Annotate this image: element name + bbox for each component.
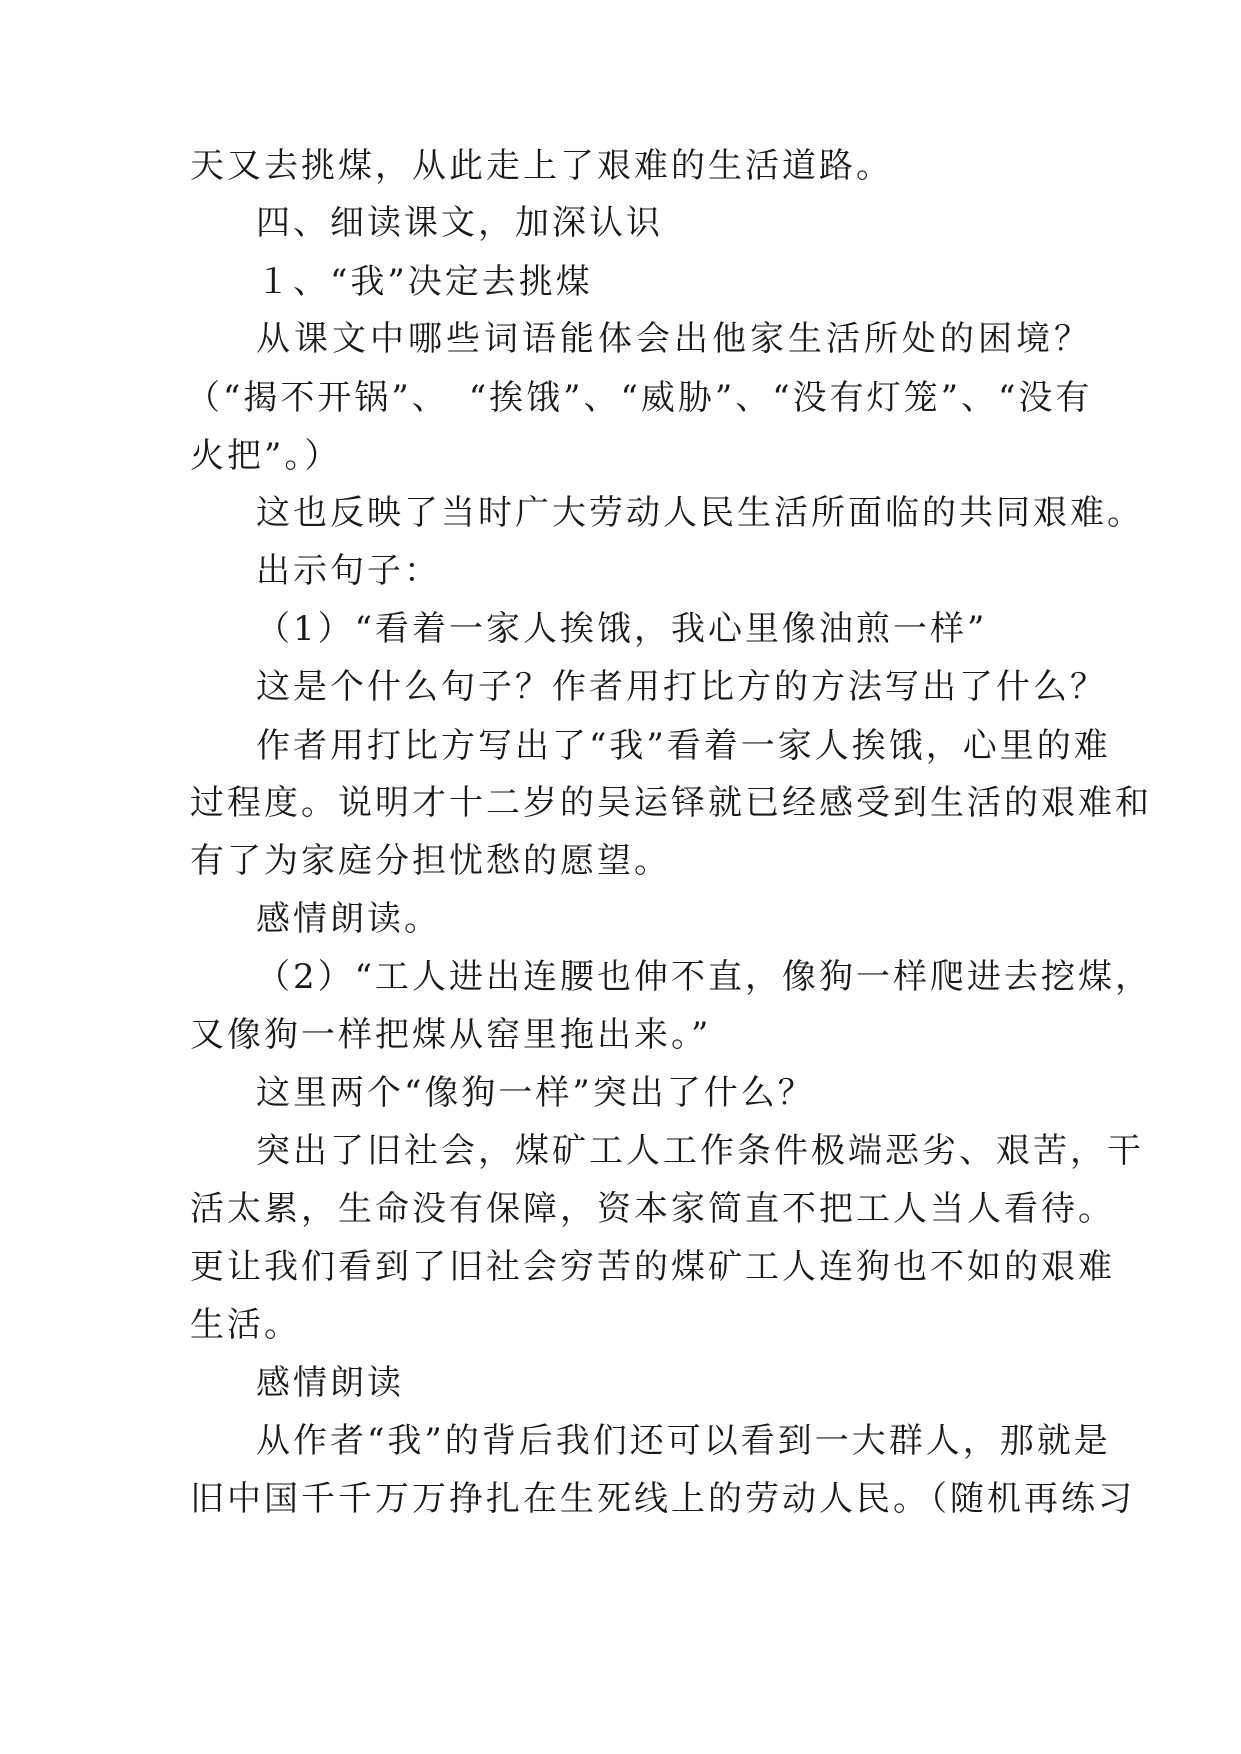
text-line-7: 这也反映了当时广大劳动人民生活所面临的共同艰难。 bbox=[256, 493, 1144, 533]
text-line-5: （“揭不开锅”、 “挨饿”、“威胁”、“没有灯笼”、“没有 bbox=[186, 378, 1093, 418]
text-line-1: 天又去挑煤，从此走上了艰难的生活道路。 bbox=[190, 146, 893, 186]
answer-2-line-2: 活太累，生命没有保障，资本家简直不把工人当人看待。 bbox=[190, 1189, 1115, 1229]
answer-2-line-3: 更让我们看到了旧社会穷苦的煤矿工人连狗也不如的艰难 bbox=[190, 1247, 1115, 1287]
answer-2-line-1: 突出了旧社会，煤矿工人工作条件极端恶劣、艰苦，干 bbox=[256, 1131, 1144, 1171]
reading-note-2: 感情朗读 bbox=[256, 1363, 404, 1403]
example-sentence-1: （1）“看着一家人挨饿，我心里像油煎一样” bbox=[256, 609, 988, 649]
answer-2-line-4: 生活。 bbox=[190, 1305, 301, 1345]
section-heading: 四、细读课文，加深认识 bbox=[256, 203, 663, 243]
answer-1-line-1: 作者用打比方写出了“我”看着一家人挨饿，心里的难 bbox=[256, 726, 1111, 766]
text-line-8: 出示句子： bbox=[256, 551, 441, 591]
example-sentence-2-line-1: （2）“工人进出连腰也伸不直，像狗一样爬进去挖煤， bbox=[256, 957, 1153, 997]
question-2: 这里两个“像狗一样”突出了什么？ bbox=[256, 1073, 815, 1113]
subheading: １、“我”决定去挑煤 bbox=[256, 262, 593, 302]
text-line-6: 火把”。） bbox=[190, 436, 342, 476]
text-line-24: 旧中国千千万万挣扎在生死线上的劳动人民。（随机再练习 bbox=[190, 1479, 1135, 1519]
question-1: 这是个什么句子？作者用打比方的方法写出了什么？ bbox=[256, 667, 1107, 707]
answer-1-line-2: 过程度。说明才十二岁的吴运铎就已经感受到生活的艰难和 bbox=[190, 783, 1152, 823]
answer-1-line-3: 有了为家庭分担忧愁的愿望。 bbox=[190, 841, 671, 881]
text-line-23: 从作者“我”的背后我们还可以看到一大群人，那就是 bbox=[256, 1421, 1111, 1461]
text-line-4: 从课文中哪些词语能体会出他家生活所处的困境？ bbox=[256, 319, 1092, 359]
example-sentence-2-line-2: 又像狗一样把煤从窑里拖出来。” bbox=[190, 1015, 712, 1055]
reading-note-1: 感情朗读。 bbox=[256, 899, 441, 939]
